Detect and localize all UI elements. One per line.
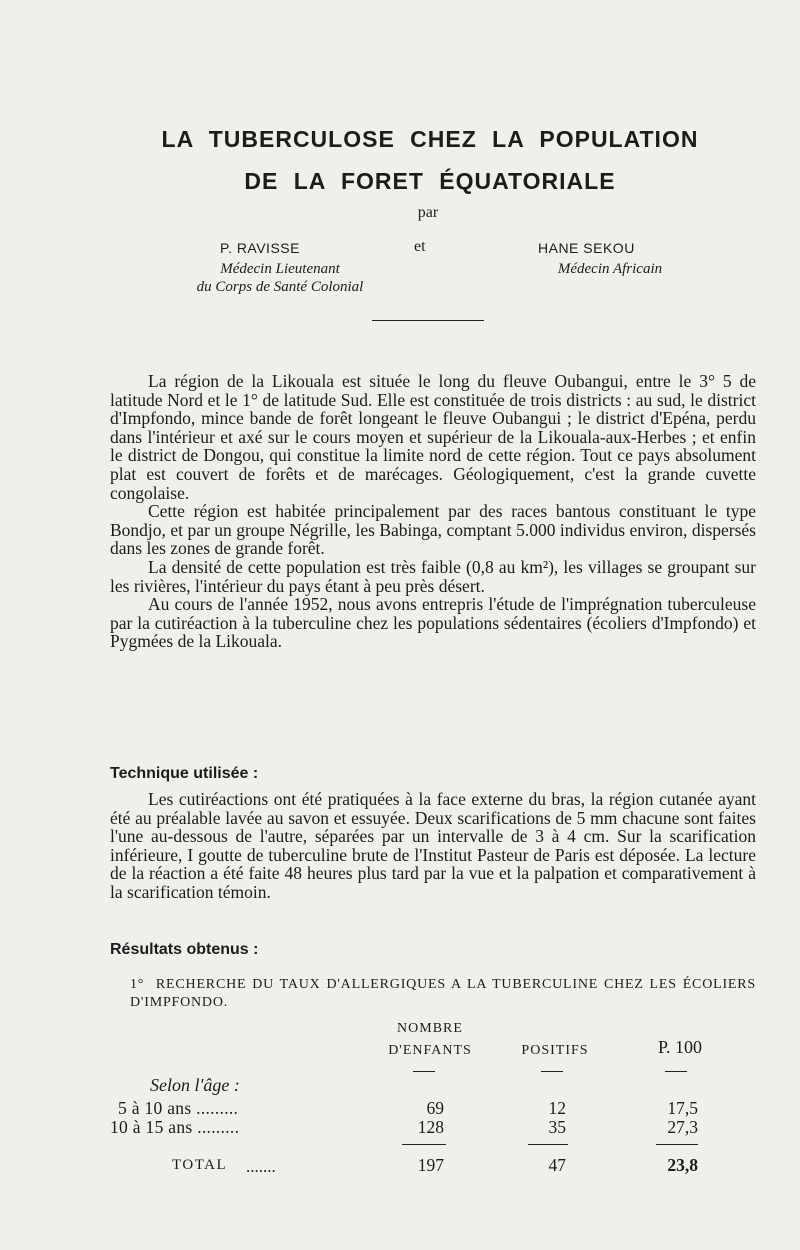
total-label: TOTAL [172,1157,228,1173]
table-cell-positifs: 35 [548,1117,566,1137]
resultats-item-number: 1° [130,977,145,992]
resultats-heading: Résultats obtenus : [110,941,259,958]
article-title-line-2: DE LA FORET ÉQUATORIALE [244,168,616,194]
col-header-enfants [380,1018,480,1062]
table-cell-enfants: 69 [426,1098,444,1118]
author-1-role [140,260,420,296]
resultats-item-text: RECHERCHE DU TAUX D'ALLERGIQUES A LA TUBERCULINE CHEZ LES ÉCOLIERS D'IMPFONDO. [130,977,756,1010]
technique-heading: Technique utilisée : [110,765,259,782]
total-dots: ....... [246,1157,276,1176]
group-label: Selon l'âge : [150,1075,240,1095]
intro-paragraph: Au cours de l'année 1952, nous avons entrepris l'étude de l'imprégnation tuberculeuse par la cutiréaction à la tuberculine chez les populations sédentaires (écoliers d'Impfondo) et Pygmées de la Likouala. [110,594,756,652]
article-title-line-1: LA TUBERCULOSE CHEZ LA POPULATION [161,126,699,152]
separator-rule [372,320,484,321]
header-dash [541,1071,563,1072]
total-rule [656,1144,698,1145]
technique-paragraph: Les cutiréactions ont été pratiquées à la face externe du bras, la région cutanée ayant été au préalable lavée au savon et essuyée. Deux scarifications de 5 mm chacune sont faites l'une au-dessous de l'autre, séparées par un intervalle de 3 à 4 cm. Sur la scarification inférieure, I goutte de tuberculine brute de l'Institut Pasteur de Paris est déposée. La lecture de la réaction a été faite 48 heures plus tard par la vue et la palpation et comparativement à la scarification témoin. [110,789,756,902]
table-cell-positifs: 12 [548,1098,566,1118]
total-rule [402,1144,446,1145]
resultats-item [130,976,756,1012]
col-header-positifs: POSITIFS [521,1043,589,1058]
table-row-label: 10 à 15 ans ......... [110,1117,240,1137]
author-2-role [500,260,720,278]
col-header-enfants-line-2: D'ENFANTS [388,1043,472,1058]
author-2-role-line-1: Médecin Africain [557,261,663,277]
total-cell-enfants: 197 [417,1155,444,1175]
intro-section [110,372,756,651]
author-1-role-line-1: Médecin Lieutenant [220,261,340,277]
total-cell-pct: 23,8 [667,1155,698,1175]
table-cell-pct: 27,3 [667,1117,698,1137]
technique-section [110,790,756,902]
col-header-pct: P. 100 [657,1037,702,1057]
total-cell-positifs: 47 [548,1155,566,1175]
table-cell-pct: 17,5 [667,1098,698,1118]
author-1-name: P. RAVISSE [220,240,300,256]
col-header-enfants-line-1: NOMBRE [397,1021,463,1036]
author-1-role-line-2: du Corps de Santé Colonial [196,279,364,295]
intro-paragraph: Cette région est habitée principalement par des races bantous constituant le type Bondjo, et par un groupe Négrille, les Babinga, comptant 5.000 individus environ, dispersés dans les zones de grande forêt. [110,501,756,559]
intro-paragraph: La densité de cette population est très faible (0,8 au km²), les villages se groupant sur les rivières, l'intérieur du pays étant à peu près désert. [110,556,756,596]
byline-et: et [414,238,426,255]
intro-paragraph: La région de la Likouala est située le long du fleuve Oubangui, entre le 3° 5 de latitude Nord et le 1° de latitude Sud. Elle est constituée de trois districts : au sud, le district d'Impfondo, mince bande de forêt longeant le fleuve Oubangui ; le district d'Epéna, perdu dans l'intérieur et axé sur le cours moyen et supérieur de la Likouala-aux-Herbes ; et enfin le district de Dongou, qui constitue la limite nord de cette région. Tout ce pays absolument plat est couvert de forêts et de marécages. Géologiquement, c'est la grande cuvette congolaise. [110,371,756,503]
total-rule [528,1144,568,1145]
table-cell-enfants: 128 [417,1117,444,1137]
header-dash [665,1071,687,1072]
byline-par: par [417,204,439,221]
header-dash [413,1071,435,1072]
table-row-label: 5 à 10 ans ......... [118,1098,239,1118]
author-2-name: HANE SEKOU [538,240,635,256]
